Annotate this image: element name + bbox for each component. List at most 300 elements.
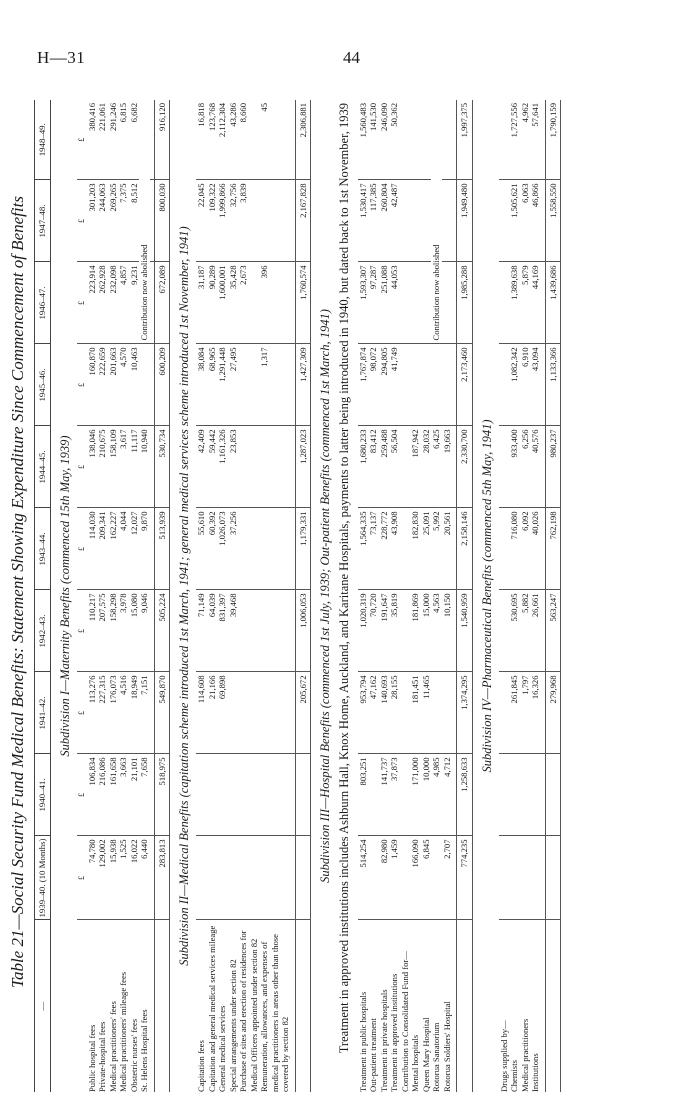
cell-value: 5,882 xyxy=(520,590,530,672)
table-row xyxy=(108,100,118,1092)
table-row xyxy=(421,100,431,1092)
cell-value xyxy=(421,262,431,344)
cell-value: 209,341 xyxy=(97,508,107,590)
total-value: 1,949,480 xyxy=(457,180,472,262)
section-total-row xyxy=(295,100,310,1092)
table-row xyxy=(389,100,399,1092)
cell-value: 1,459 xyxy=(389,836,399,920)
cell-value: 6,815 xyxy=(118,100,128,180)
currency-symbol: £ xyxy=(77,836,87,920)
cell-value xyxy=(259,426,290,508)
cell-value: 21,101 xyxy=(129,754,139,836)
table-row xyxy=(400,100,410,1092)
cell-value: 1,530,417 xyxy=(358,180,368,262)
cell-value: 35,819 xyxy=(389,590,399,672)
cell-value xyxy=(530,836,540,920)
currency-symbol: £ xyxy=(77,672,87,754)
section-total-row xyxy=(545,100,560,1092)
cell-value: 162,227 xyxy=(108,508,118,590)
currency-symbol: £ xyxy=(77,344,87,426)
cell-value: 47,162 xyxy=(368,672,378,754)
row-label: St. Helens Hospital fees xyxy=(139,1009,150,1092)
cell-value xyxy=(368,836,378,920)
cell-value: 59,442 xyxy=(207,426,217,508)
cell-value: 4,563 xyxy=(431,590,441,672)
section-heading-row xyxy=(311,100,338,1092)
cell-value xyxy=(499,754,509,836)
section-heading: Subdivision IV—Pharmaceutical Benefits (commenced 5th May, 1941) xyxy=(479,419,494,773)
cell-value: 37,256 xyxy=(228,508,238,590)
cell-value: 1,797 xyxy=(520,672,530,754)
cell-value: 6,092 xyxy=(520,508,530,590)
table-row xyxy=(259,100,290,1092)
cell-value: 68,965 xyxy=(207,344,217,426)
cell-value xyxy=(400,508,410,590)
total-value: 1,439,686 xyxy=(545,262,560,344)
total-value: 549,870 xyxy=(154,672,169,754)
total-value: 762,198 xyxy=(545,508,560,590)
cell-value xyxy=(238,754,259,836)
cell-value xyxy=(442,672,452,754)
cell-value: 259,488 xyxy=(379,426,389,508)
table-row xyxy=(87,100,97,1092)
row-label: Obstetric nurses' fees xyxy=(128,1018,139,1092)
cell-value xyxy=(217,754,227,836)
cell-value: 221,061 xyxy=(97,100,107,180)
cell-value xyxy=(431,672,441,754)
cell-value: 251,088 xyxy=(379,262,389,344)
cell-value xyxy=(400,754,410,836)
row-label: Drugs supplied by— xyxy=(498,1020,509,1092)
cell-value: 19,663 xyxy=(442,426,452,508)
cell-value xyxy=(207,836,217,920)
cell-value xyxy=(228,672,238,754)
currency-symbol: £ xyxy=(77,100,87,180)
cell-value: 716,080 xyxy=(509,508,519,590)
cell-value: 26,661 xyxy=(530,590,540,672)
currency-symbol: £ xyxy=(77,426,87,508)
cell-value xyxy=(400,180,410,262)
cell-value: 4,985 xyxy=(431,754,441,836)
cell-value: 57,641 xyxy=(530,100,540,180)
cell-value xyxy=(431,344,441,426)
total-value xyxy=(295,836,310,920)
row-label: Medical practitioners xyxy=(519,1018,530,1092)
table-row xyxy=(139,100,149,1092)
cell-value: 171,000 xyxy=(410,754,420,836)
table-row xyxy=(509,100,519,1092)
cell-value: 1,564,335 xyxy=(358,508,368,590)
cell-value: 181,869 xyxy=(410,590,420,672)
cell-value: 182,830 xyxy=(410,508,420,590)
section-heading-row xyxy=(50,100,77,1092)
cell-value: 18,949 xyxy=(129,672,139,754)
cell-value: 2,112,304 xyxy=(217,100,227,180)
row-label: Treatment in public hospitals xyxy=(357,991,368,1092)
cell-value: 803,251 xyxy=(358,754,368,836)
cell-value: 9,046 xyxy=(139,590,149,672)
total-value: 505,224 xyxy=(154,590,169,672)
table-row xyxy=(442,100,452,1092)
cell-value: 97,287 xyxy=(368,262,378,344)
table-row xyxy=(431,100,441,1092)
cell-value: 114,030 xyxy=(87,508,97,590)
table-row xyxy=(129,100,139,1092)
cell-value: 27,495 xyxy=(228,344,238,426)
total-value: 2,173,460 xyxy=(457,344,472,426)
cell-value: 16,326 xyxy=(530,672,540,754)
cell-value xyxy=(499,672,509,754)
total-value: 1,258,633 xyxy=(457,754,472,836)
cell-value: 1,767,874 xyxy=(358,344,368,426)
cell-value: 1,525 xyxy=(118,836,128,920)
cell-value xyxy=(400,836,410,920)
cell-value: 260,804 xyxy=(379,180,389,262)
total-value xyxy=(545,754,560,836)
table-row xyxy=(207,100,217,1092)
cell-value: 106,834 xyxy=(87,754,97,836)
cell-value: 141,530 xyxy=(368,100,378,180)
cell-value: 222,659 xyxy=(97,344,107,426)
cell-value: 15,938 xyxy=(108,836,118,920)
cell-value xyxy=(228,836,238,920)
column-header-year: 1948–49. xyxy=(35,100,51,180)
cell-value: 1,593,307 xyxy=(358,262,368,344)
cell-value: 9,870 xyxy=(139,508,149,590)
cell-value: 11,117 xyxy=(129,426,139,508)
cell-value xyxy=(259,508,290,590)
section-heading-row xyxy=(170,100,197,1092)
row-label: Chemists xyxy=(509,1060,520,1092)
cell-value: 46,866 xyxy=(530,180,540,262)
total-value: 530,734 xyxy=(154,426,169,508)
column-header-year: 1940–41. xyxy=(35,754,51,836)
cell-value xyxy=(442,180,452,262)
cell-value: 181,451 xyxy=(410,672,420,754)
cell-value: 7,658 xyxy=(139,754,149,836)
column-header-year: 1945–46. xyxy=(35,344,51,426)
cell-value: 74,780 xyxy=(87,836,97,920)
row-label: Rotorua Sanatorium xyxy=(431,1022,442,1092)
cell-value: 201,663 xyxy=(108,344,118,426)
cell-value: 1,161,326 xyxy=(217,426,227,508)
cell-value: 227,315 xyxy=(97,672,107,754)
cell-value: 110,217 xyxy=(87,590,97,672)
cell-value: 269,265 xyxy=(108,180,118,262)
cell-value: 1,082,342 xyxy=(509,344,519,426)
cell-value: 4,516 xyxy=(118,672,128,754)
cell-value: 291,246 xyxy=(108,100,118,180)
row-label: Remuneration, allowances, and expenses of medical practitioners in areas other than those covered by section 82 xyxy=(259,934,291,1092)
cell-value: 20,561 xyxy=(442,508,452,590)
column-header-year: 1946–47. xyxy=(35,262,51,344)
cell-value: 138,046 xyxy=(87,426,97,508)
cell-value xyxy=(421,344,431,426)
benefits-table xyxy=(34,100,561,1092)
cell-value xyxy=(238,508,259,590)
cell-value: 933,400 xyxy=(509,426,519,508)
cell-value: 4,712 xyxy=(442,754,452,836)
cell-value xyxy=(259,836,290,920)
cell-value: 4,962 xyxy=(520,100,530,180)
cell-value xyxy=(442,100,452,180)
cell-value xyxy=(238,344,259,426)
cell-value xyxy=(499,344,509,426)
cell-value: 38,084 xyxy=(196,344,206,426)
cell-value: 3,663 xyxy=(118,754,128,836)
cell-value xyxy=(442,262,452,344)
cell-value xyxy=(238,590,259,672)
cell-value: 396 xyxy=(259,262,290,344)
cell-value: 55,610 xyxy=(196,508,206,590)
table-row xyxy=(379,100,389,1092)
cell-value: 7,375 xyxy=(118,180,128,262)
cell-value: 1,026,073 xyxy=(217,508,227,590)
cell-value: 117,385 xyxy=(368,180,378,262)
total-value: 1,427,309 xyxy=(295,344,310,426)
cell-value xyxy=(259,672,290,754)
cell-value xyxy=(509,754,519,836)
cell-value xyxy=(259,754,290,836)
cell-value xyxy=(400,426,410,508)
row-label: Treatment in approved institutions xyxy=(389,973,400,1092)
table-row xyxy=(217,100,227,1092)
cell-value: 44,169 xyxy=(530,262,540,344)
cell-value: Contribution now abolished xyxy=(431,100,441,344)
column-header-blank: — xyxy=(35,920,51,1092)
cell-value xyxy=(400,344,410,426)
cell-value xyxy=(400,262,410,344)
total-value: 1,133,366 xyxy=(545,344,560,426)
cell-value: 11,465 xyxy=(421,672,431,754)
cell-value: 10,150 xyxy=(442,590,452,672)
cell-value: 5,879 xyxy=(520,262,530,344)
cell-value: 42,487 xyxy=(389,180,399,262)
total-value: 2,158,146 xyxy=(457,508,472,590)
cell-value: 1,600,001 xyxy=(217,262,227,344)
cell-value xyxy=(196,754,206,836)
cell-value: 15,000 xyxy=(421,590,431,672)
cell-value: 1,560,483 xyxy=(358,100,368,180)
cell-value xyxy=(400,672,410,754)
cell-value: 207,575 xyxy=(97,590,107,672)
cell-value: 7,151 xyxy=(139,672,149,754)
row-label: Contribution to Consolidated Fund for— xyxy=(399,951,410,1092)
cell-value xyxy=(196,836,206,920)
cell-value: 32,756 xyxy=(228,180,238,262)
cell-value: 530,695 xyxy=(509,590,519,672)
cell-value xyxy=(368,754,378,836)
cell-value: 4,570 xyxy=(118,344,128,426)
cell-value: 141,737 xyxy=(379,754,389,836)
total-value xyxy=(295,754,310,836)
cell-value: 953,794 xyxy=(358,672,368,754)
cell-value xyxy=(238,426,259,508)
currency-symbol: £ xyxy=(77,590,87,672)
table-row xyxy=(358,100,368,1092)
cell-value xyxy=(442,344,452,426)
cell-value: 73,137 xyxy=(368,508,378,590)
cell-value: 140,693 xyxy=(379,672,389,754)
page-header-left: H—31 xyxy=(37,48,86,67)
cell-value: 294,805 xyxy=(379,344,389,426)
cell-value xyxy=(207,754,217,836)
cell-value: 223,914 xyxy=(87,262,97,344)
cell-value xyxy=(238,672,259,754)
cell-value: 35,428 xyxy=(228,262,238,344)
cell-value: 15,080 xyxy=(129,590,139,672)
cell-value: 90,289 xyxy=(207,262,217,344)
cell-value: 301,203 xyxy=(87,180,97,262)
table-title: Table 21—Social Security Fund Medical Benefits: Statement Showing Expenditure Since Commencement of Benefits xyxy=(8,196,27,988)
column-header-row xyxy=(35,100,51,1092)
cell-value: 244,063 xyxy=(97,180,107,262)
cell-value xyxy=(217,836,227,920)
cell-value xyxy=(421,180,431,262)
cell-value: 187,942 xyxy=(410,426,420,508)
row-label: Capitation fees xyxy=(196,1040,207,1092)
cell-value: 831,397 xyxy=(217,590,227,672)
cell-value: Contribution now abolished xyxy=(139,100,149,344)
cell-value: 39,468 xyxy=(228,590,238,672)
cell-value: 16,818 xyxy=(196,100,206,180)
cell-value xyxy=(259,590,290,672)
row-label: Medical practitioners' mileage fees xyxy=(118,971,129,1092)
total-value: 513,939 xyxy=(154,508,169,590)
total-value: 980,237 xyxy=(545,426,560,508)
cell-value: 10,463 xyxy=(129,344,139,426)
cell-value: 43,286 xyxy=(228,100,238,180)
column-header-year: 1939–40. (10 Months) xyxy=(35,836,51,920)
table-row xyxy=(499,100,509,1092)
cell-value: 6,425 xyxy=(431,426,441,508)
total-value: 916,120 xyxy=(154,100,169,180)
cell-value: 21,166 xyxy=(207,672,217,754)
cell-value: 123,768 xyxy=(207,100,217,180)
total-value: 2,167,828 xyxy=(295,180,310,262)
total-value xyxy=(545,836,560,920)
total-value: 2,330,700 xyxy=(457,426,472,508)
cell-value: 69,898 xyxy=(217,672,227,754)
table-row xyxy=(520,100,530,1092)
total-value: 1,540,959 xyxy=(457,590,472,672)
cell-value: 514,254 xyxy=(358,836,368,920)
currency-symbol: £ xyxy=(77,262,87,344)
cell-value xyxy=(499,180,509,262)
cell-value xyxy=(238,836,259,920)
cell-value xyxy=(410,344,420,426)
cell-value xyxy=(499,426,509,508)
cell-value: 22,045 xyxy=(196,180,206,262)
rotated-table-region xyxy=(8,92,668,1092)
cell-value: 40,576 xyxy=(530,426,540,508)
total-value: 1,997,375 xyxy=(457,100,472,180)
cell-value xyxy=(410,100,420,180)
cell-value: 60,392 xyxy=(207,508,217,590)
cell-value: 4,044 xyxy=(118,508,128,590)
cell-value: 6,682 xyxy=(129,100,139,180)
total-value: 774,235 xyxy=(457,836,472,920)
cell-value: 6,063 xyxy=(520,180,530,262)
table-row xyxy=(97,100,107,1092)
column-header-year: 1943–44. xyxy=(35,508,51,590)
cell-value: 113,276 xyxy=(87,672,97,754)
row-label: Treatment in private hospitals xyxy=(378,989,389,1092)
cell-value: 109,322 xyxy=(207,180,217,262)
cell-value: 6,845 xyxy=(421,836,431,920)
cell-value: 176,073 xyxy=(108,672,118,754)
column-header-year: 1941–42. xyxy=(35,672,51,754)
total-value: 1,374,295 xyxy=(457,672,472,754)
cell-value xyxy=(499,100,509,180)
column-header-year: 1947–48. xyxy=(35,180,51,262)
cell-value: 1,291,448 xyxy=(217,344,227,426)
section-heading-row xyxy=(472,100,499,1092)
cell-value: 1,999,866 xyxy=(217,180,227,262)
cell-value xyxy=(421,100,431,180)
cell-value xyxy=(410,262,420,344)
cell-value: 16,022 xyxy=(129,836,139,920)
cell-value: 31,187 xyxy=(196,262,206,344)
cell-value: 23,853 xyxy=(228,426,238,508)
row-label: Rotorua Soldiers' Hospital xyxy=(441,1001,452,1092)
cell-value: 5,992 xyxy=(431,508,441,590)
total-value: 1,985,288 xyxy=(457,262,472,344)
cell-value: 70,720 xyxy=(368,590,378,672)
total-value: 283,813 xyxy=(154,836,169,920)
cell-value xyxy=(400,100,410,180)
cell-value: 216,086 xyxy=(97,754,107,836)
row-label: Capitation and general medical services mileage xyxy=(206,925,217,1092)
currency-row xyxy=(77,100,87,1092)
total-value: 800,030 xyxy=(154,180,169,262)
cell-value: 246,090 xyxy=(379,100,389,180)
table-row xyxy=(228,100,238,1092)
row-label: Medical practitioners' fees xyxy=(107,1001,118,1092)
currency-symbol: £ xyxy=(77,754,87,836)
row-label: General medical services xyxy=(217,1005,228,1092)
cell-value: 12,027 xyxy=(129,508,139,590)
cell-value: 3,839 xyxy=(238,180,259,262)
cell-value: 3,978 xyxy=(118,590,128,672)
cell-value: 45 xyxy=(259,100,290,180)
cell-value: 28,032 xyxy=(421,426,431,508)
cell-value: 42,409 xyxy=(196,426,206,508)
cell-value: 1,505,621 xyxy=(509,180,519,262)
total-value: 1,790,159 xyxy=(545,100,560,180)
cell-value: 43,908 xyxy=(389,508,399,590)
row-label: Mental hospitals xyxy=(410,1034,421,1092)
cell-value: 83,412 xyxy=(368,426,378,508)
cell-value: 10,000 xyxy=(421,754,431,836)
cell-value xyxy=(400,590,410,672)
total-label xyxy=(154,920,169,1092)
total-value: 2,306,881 xyxy=(295,100,310,180)
cell-value xyxy=(499,508,509,590)
cell-value: 44,053 xyxy=(389,262,399,344)
section-note-row xyxy=(337,100,357,1092)
cell-value: 6,910 xyxy=(520,344,530,426)
row-label: Private-hospital fees xyxy=(97,1021,108,1092)
currency-symbol: £ xyxy=(77,180,87,262)
total-value: 1,179,331 xyxy=(295,508,310,590)
cell-value: 2,707 xyxy=(442,836,452,920)
section-heading: Subdivision II—Medical Benefits (capitation scheme introduced 1st March, 1941; general medical services scheme introduced 1st November, 1941) xyxy=(177,226,192,966)
page-number: 44 xyxy=(343,48,360,67)
cell-value: 1,727,556 xyxy=(509,100,519,180)
cell-value xyxy=(530,754,540,836)
total-label xyxy=(545,920,560,1092)
